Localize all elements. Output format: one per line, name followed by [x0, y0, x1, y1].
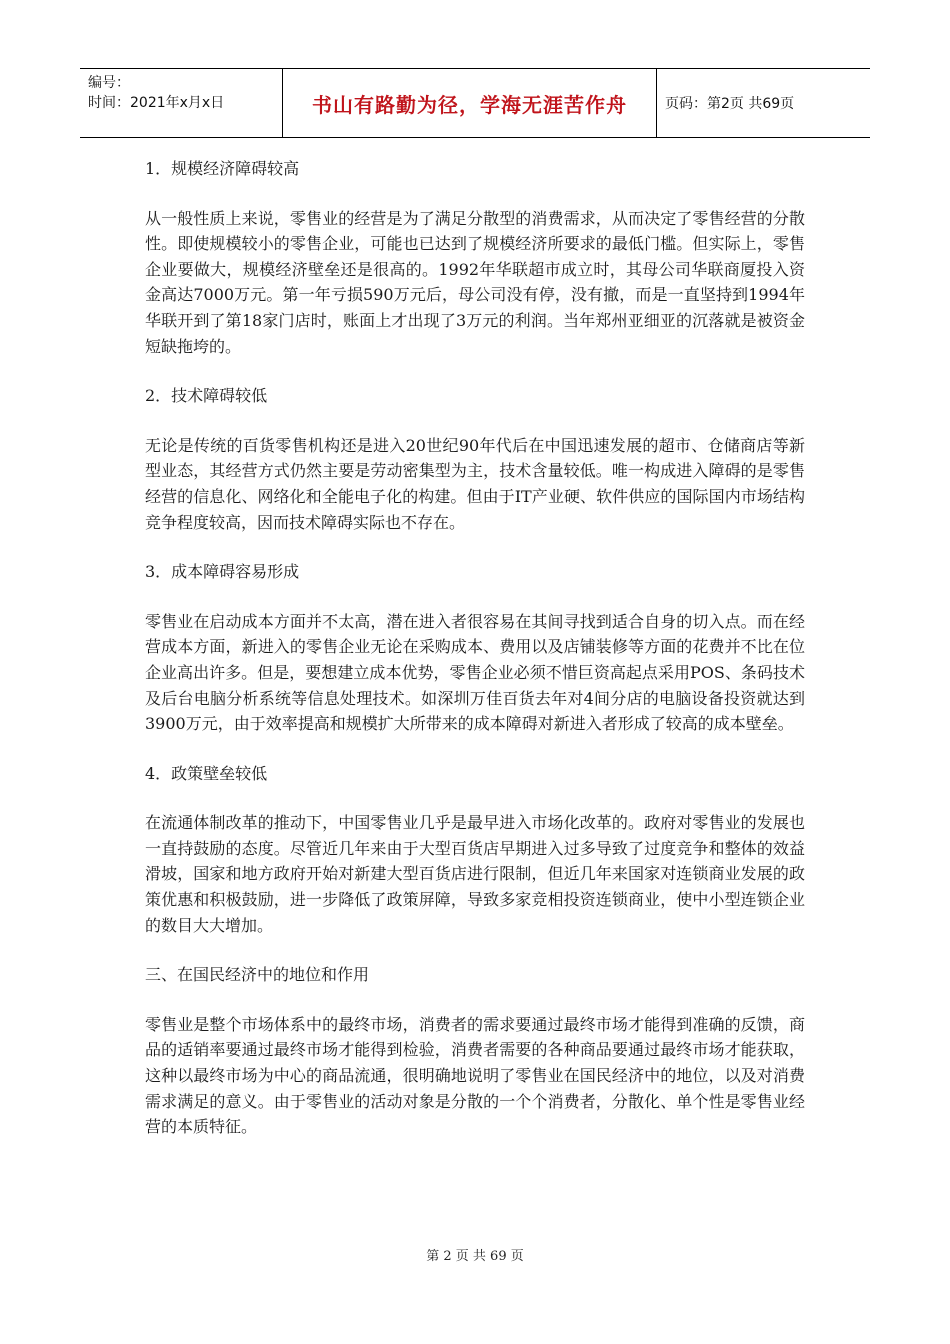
section-heading: 1．规模经济障碍较高: [145, 159, 300, 178]
document-body: [145, 156, 805, 1164]
section-paragraph: 零售业是整个市场体系中的最终市场，消费者的需求要通过最终市场才能得到准确的反馈，商品的适销率要通过最终市场才能得到检验，消费者需要的各种商品要通过最终市场才能获取，这种以最终市场为中心的商品流通，很明确地说明了零售业在国民经济中的地位，以及对消费需求满足的意义。由于零售业的活动对象是分散的一个个消费者，分散化、单个性是零售业经营的本质特征。: [145, 1014, 805, 1137]
section-heading: 3．成本障碍容易形成: [145, 562, 300, 582]
section-heading: 三、在国民经济中的地位和作用: [145, 965, 370, 985]
header-motto: 书山有路勤为径，学海无涯苦作舟: [312, 92, 627, 117]
section-paragraph: 无论是传统的百货零售机构还是进入20世纪90年代后在中国迅速发展的超市、仓储商店等新型业态，其经营方式仍然主要是劳动密集型为主，技术含量较低。唯一构成进入障碍的是零售经营的信息化、网络化和全能电子化的构建。但由于IT产业硬、软件供应的国际国内市场结构竞争程度较高，因而技术障碍实际也不存在。: [145, 435, 805, 532]
header-page-cell: [657, 69, 870, 137]
page-footer: 第 2 页 共 69 页: [426, 1249, 524, 1264]
section-heading: 4．政策壁垒较低: [145, 763, 268, 783]
section-heading: 2．技术障碍较低: [145, 386, 268, 406]
header-page-info: 页码：第2页 共69页: [665, 96, 795, 112]
section-paragraph: 在流通体制改革的推动下，中国零售业几乎是最早进入市场化改革的。政府对零售业的发展也一直持鼓励的态度。尽管近几年来由于大型百货店早期进入过多导致了过度竞争和整体的效益滑坡，国家和地方政府开始对新建大型百货店进行限制，但近几年来国家对连锁商业发展的政策优惠和积极鼓励，进一步降低了政策屏障，导致多家竞相投资连锁商业，使中小型连锁企业的数目大大增加。: [145, 813, 805, 935]
document-number-label: 编号：: [88, 75, 130, 91]
section-paragraph: 从一般性质上来说，零售业的经营是为了满足分散型的消费需求，从而决定了零售经营的分散性。即使规模较小的零售企业，可能也已达到了规模经济所要求的最低门槛。但实际上，零售企业要做大，规模经济壁垒还是很高的。1992年华联超市成立时，其母公司华联商厦投入资金高达7000万元。第一年亏损590万元后，母公司没有停，没有撤，而是一直坚持到1994年华联开到了第18家门店时，账面上才出现了3万元的利润。当年郑州亚细亚的沉落就是被资金短缺拖垮的。: [145, 208, 805, 356]
document-header: [80, 68, 870, 138]
section-paragraph: 零售业在启动成本方面并不太高，潜在进入者很容易在其间寻找到适合自身的切入点。而在经营成本方面，新进入的零售企业无论在采购成本、费用以及店铺装修等方面的花费并不比在位企业高出许多。但是，要想建立成本优势，零售企业必须不惜巨资高起点采用POS、条码技术及后台电脑分析系统等信息处理技术。如深圳万佳百货去年对4间分店的电脑设备投资就达到3900万元，由于效率提高和规模扩大所带来的成本障碍对新进入者形成了较高的成本壁垒。: [145, 611, 805, 734]
header-meta-cell: [80, 69, 283, 137]
header-motto-cell: [283, 69, 657, 137]
document-time-label: 时间：2021年x月x日: [88, 95, 225, 111]
